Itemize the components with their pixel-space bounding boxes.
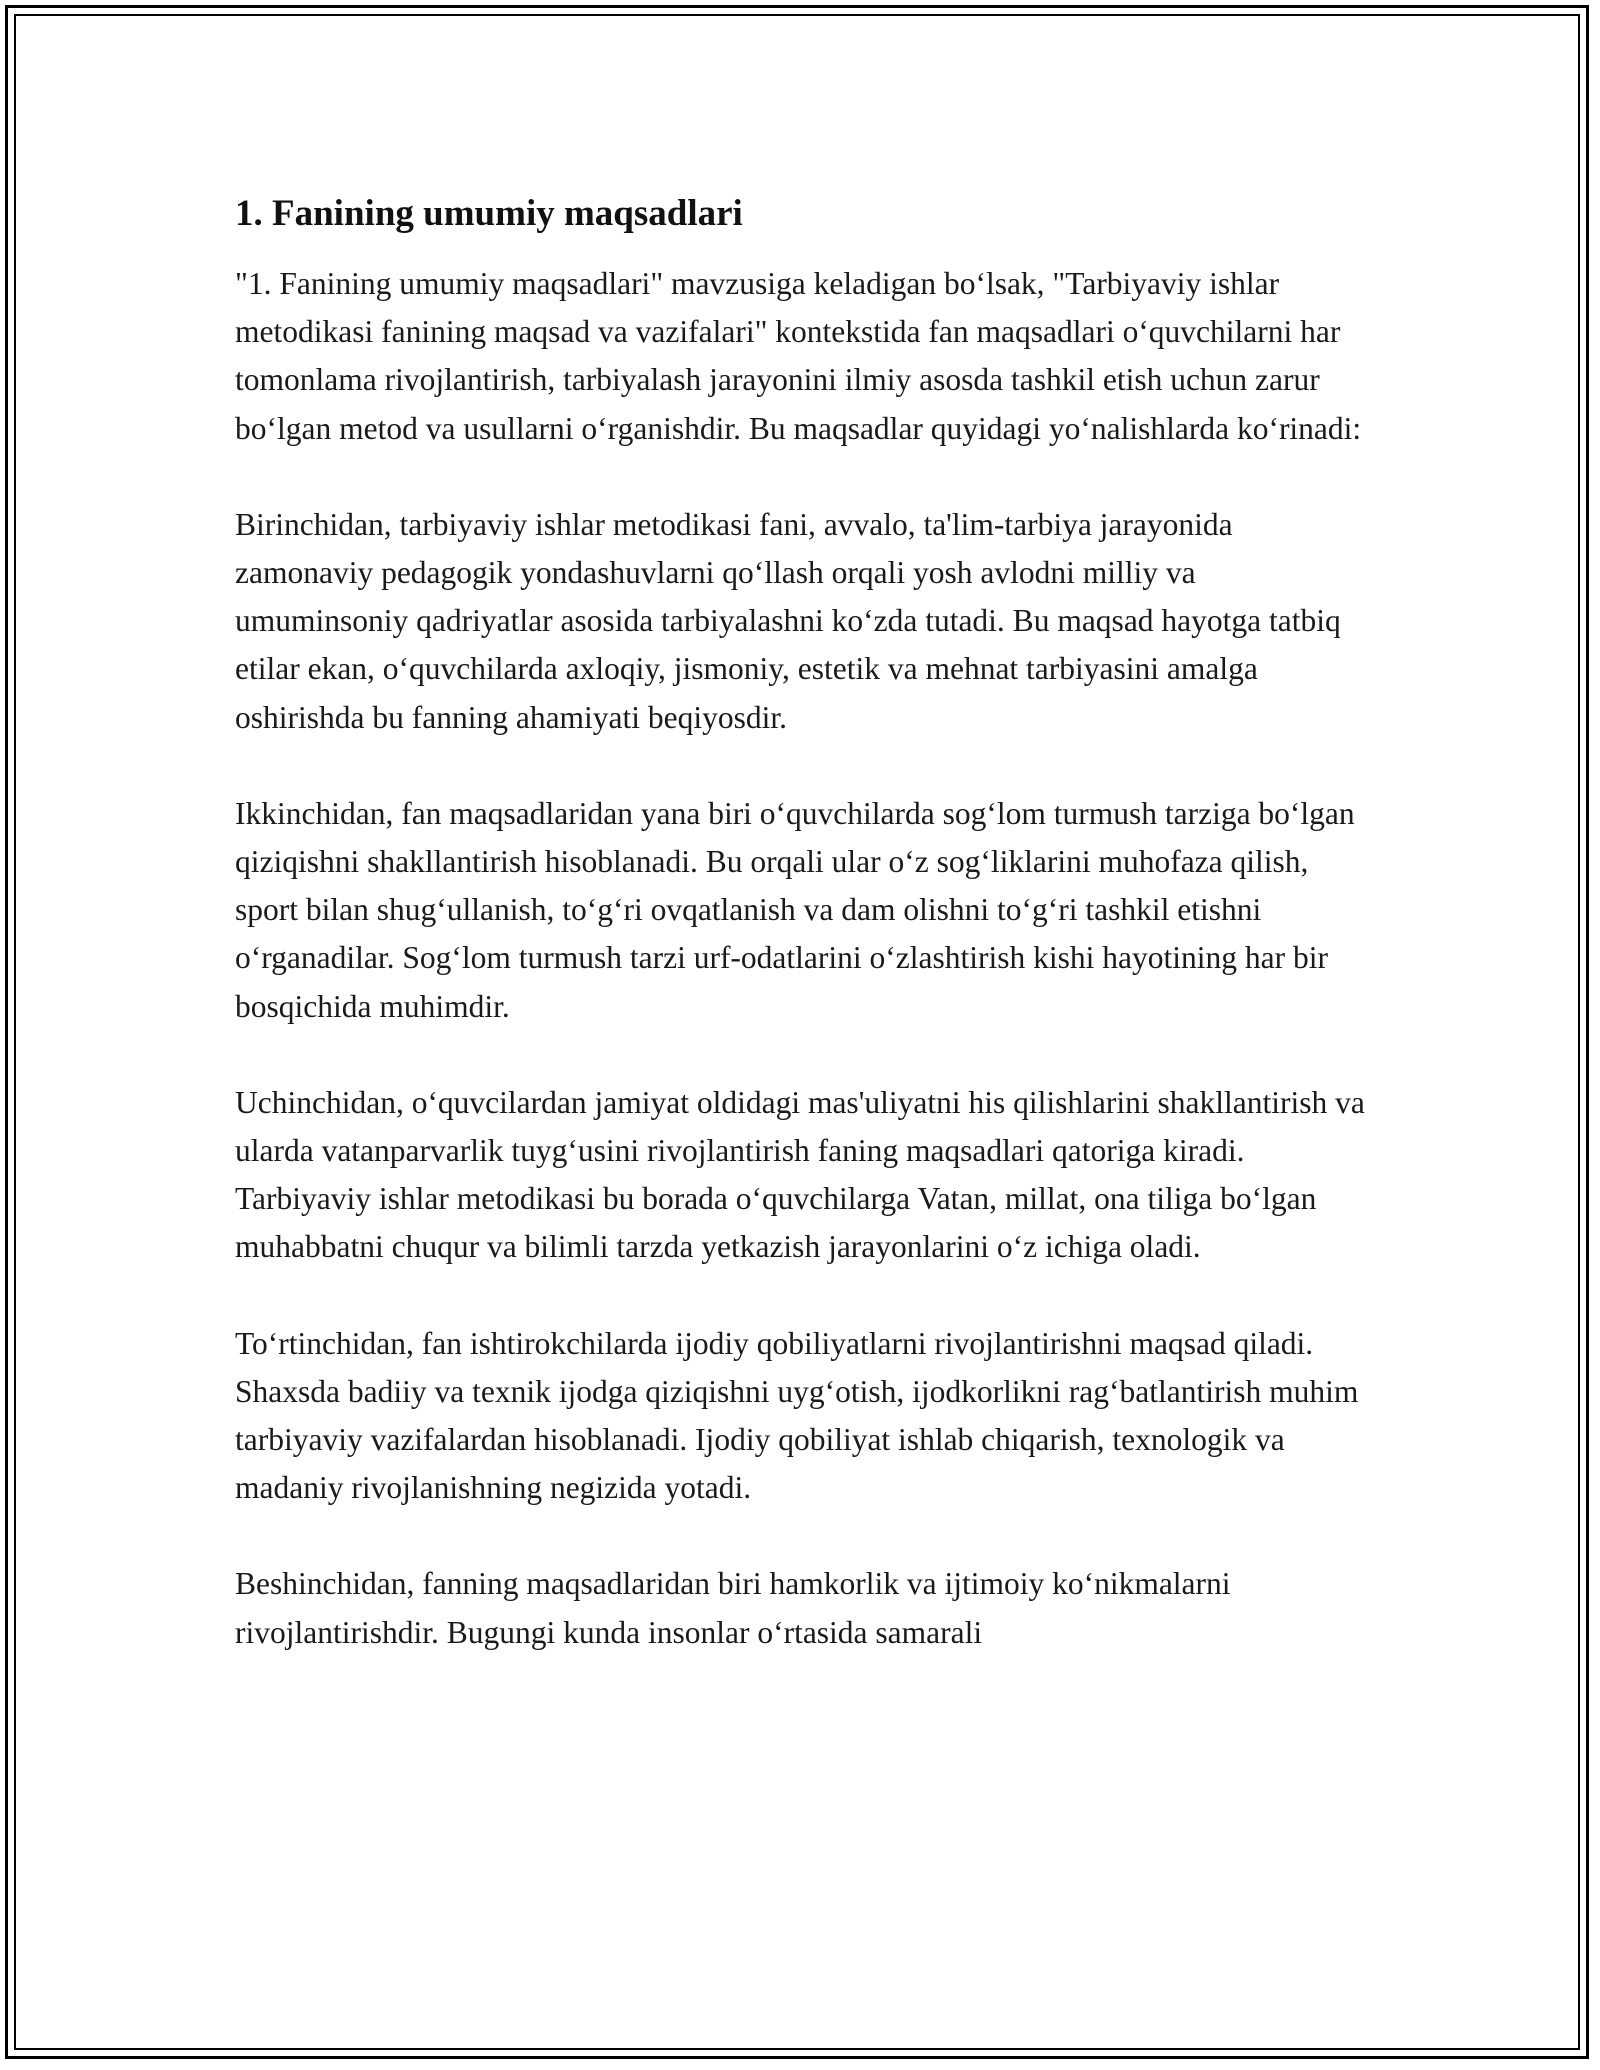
section-heading: 1. Fanining umumiy maqsadlari — [235, 193, 743, 234]
paragraph-third: Uchinchidan, oʻquvcilardan jamiyat oldidagi mas'uliyatni his qilishlarini shakllantirish va ularda vatanparvarlik tuygʻusini rivojlantirish faning maqsadlari qatoriga kiradi. Tarbiyaviy ishlar metodikasi bu borada oʻquvchilarga Vatan, millat, ona tiliga boʻlgan muhabbatni chuqur va bilimli tarzda yetkazish jarayonlarini oʻz ichiga oladi. — [235, 1084, 1365, 1265]
document-body — [235, 190, 1370, 1657]
paragraph-second: Ikkinchidan, fan maqsadlaridan yana biri oʻquvchilarda sogʻlom turmush tarziga boʻlgan qiziqishni shakllantirish hisoblanadi. Bu orqali ular oʻz sogʻliklarini muhofaza qilish, sport bilan shugʻullanish, toʻgʻri ovqatlanish va dam olishni toʻgʻri tashkil etishni oʻrganadilar. Sogʻlom turmush tarzi urf-odatlarini oʻzlashtirish kishi hayotining har bir bosqichida muhimdir. — [235, 795, 1355, 1024]
paragraph-fourth: Toʻrtinchidan, fan ishtirokchilarda ijodiy qobiliyatlarni rivojlantirishni maqsad qiladi. Shaxsda badiiy va texnik ijodga qiziqishni uygʻotish, ijodkorlikni ragʻbatlantirish muhim tarbiyaviy vazifalardan hisoblanadi. Ijodiy qobiliyat ishlab chiqarish, texnologik va madaniy rivojlanishning negizida yotadi. — [235, 1325, 1359, 1506]
paragraph-first: Birinchidan, tarbiyaviy ishlar metodikasi fani, avvalo, ta'lim-tarbiya jarayonida zamonaviy pedagogik yondashuvlarni qoʻllash orqali yosh avlodni milliy va umuminsoniy qadriyatlar asosida tarbiyalashni koʻzda tutadi. Bu maqsad hayotga tatbiq etilar ekan, oʻquvchilarda axloqiy, jismoniy, estetik va mehnat tarbiyasini amalga oshirishda bu fanning ahamiyati beqiyosdir. — [235, 506, 1341, 735]
paragraph-intro: "1. Fanining umumiy maqsadlari" mavzusiga keladigan boʻlsak, "Tarbiyaviy ishlar metodikasi fanining maqsad va vazifalari" kontekstida fan maqsadlari oʻquvchilarni har tomonlama rivojlantirish, tarbiyalash jarayonini ilmiy asosda tashkil etish uchun zarur boʻlgan metod va usullarni oʻrganishdir. Bu maqsadlar quyidagi yoʻnalishlarda koʻrinadi: — [235, 266, 1362, 446]
paragraph-fifth: Beshinchidan, fanning maqsadlaridan biri hamkorlik va ijtimoiy koʻnikmalarni rivojlantirishdir. Bugungi kunda insonlar oʻrtasida samarali — [235, 1566, 1231, 1650]
